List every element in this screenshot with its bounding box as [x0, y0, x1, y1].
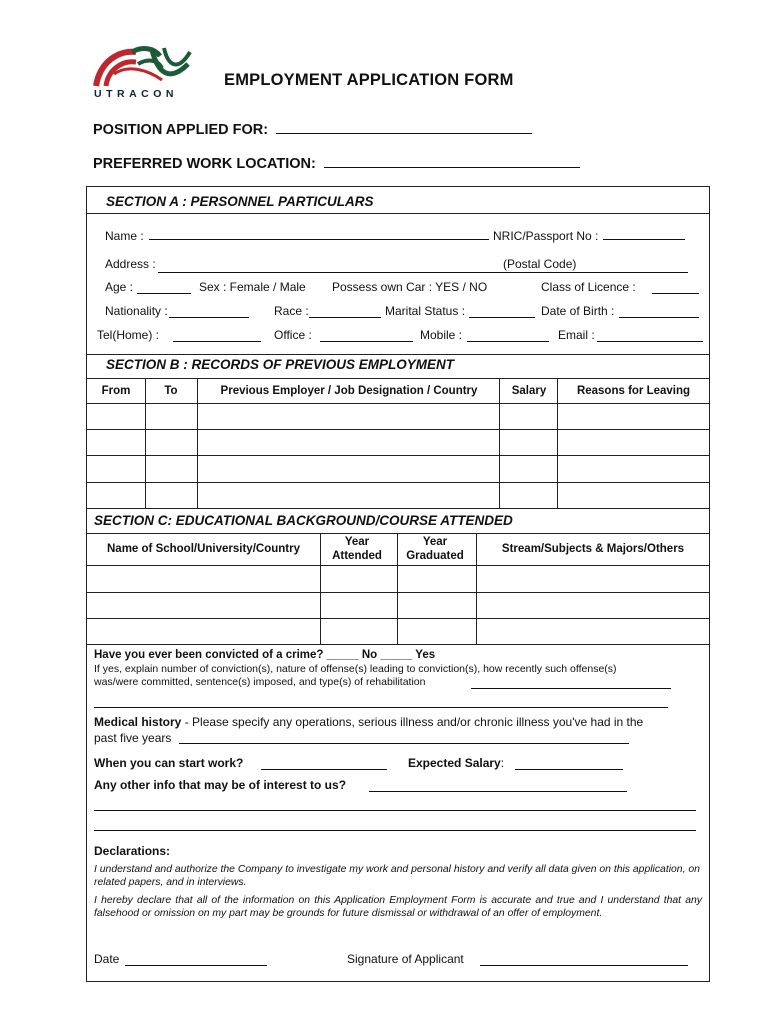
- dob-line[interactable]: [619, 317, 699, 318]
- office-line[interactable]: [320, 341, 413, 342]
- table-c-col-line: [397, 533, 398, 644]
- col-year-attended: Year Attended: [332, 536, 382, 562]
- start-work-label: When you can start work?: [94, 756, 244, 770]
- table-c-col-line: [320, 533, 321, 644]
- table-c-col-line: [476, 533, 477, 644]
- section-c-header-top: [87, 533, 709, 534]
- licence-line[interactable]: [652, 293, 699, 294]
- other-info-label: Any other info that may be of interest to us?: [94, 778, 347, 792]
- section-a-divider: [87, 213, 709, 214]
- marital-label: Marital Status :: [385, 304, 466, 318]
- date-label: Date: [94, 952, 120, 966]
- section-c-top: [87, 508, 709, 509]
- start-work-line[interactable]: [261, 769, 387, 770]
- crime-line-1[interactable]: [471, 688, 671, 689]
- age-label: Age :: [105, 280, 134, 294]
- nric-line[interactable]: [603, 239, 685, 240]
- age-line[interactable]: [137, 293, 191, 294]
- name-label: Name :: [105, 229, 144, 243]
- section-b-header-top: [87, 378, 709, 379]
- expected-salary-label: Expected Salary: [408, 756, 501, 770]
- table-b-row: [87, 482, 709, 483]
- name-line[interactable]: [149, 239, 489, 240]
- sex-label: Sex : Female / Male: [199, 280, 306, 294]
- preferred-location-row: [93, 155, 580, 172]
- nationality-label: Nationality :: [105, 304, 168, 318]
- office-label: Office :: [274, 328, 312, 342]
- section-c-heading: SECTION C: EDUCATIONAL BACKGROUND/COURSE ATTENDED: [94, 513, 513, 528]
- table-c-row: [87, 618, 709, 619]
- mobile-line[interactable]: [467, 341, 549, 342]
- section-b-top: [87, 354, 709, 355]
- declaration-para-2: I hereby declare that all of the information on this Application Employment Form is accurate and true and I understand that any falsehood or omission on my part may be grounds for future dismissal or withdrawal of an offer of employment.: [94, 895, 702, 919]
- col-employer: Previous Employer / Job Designation / Country: [220, 385, 478, 397]
- col-salary: Salary: [511, 385, 547, 397]
- other-info-line-3[interactable]: [94, 830, 696, 831]
- position-applied-label: POSITION APPLIED FOR:: [93, 122, 269, 138]
- other-info-line-2[interactable]: [94, 810, 696, 811]
- table-b-col-line: [145, 378, 146, 508]
- date-line[interactable]: [125, 965, 267, 966]
- medical-row: [94, 715, 643, 729]
- logo-text: UTRACON: [94, 88, 178, 100]
- email-line[interactable]: [597, 341, 703, 342]
- tel-home-label: Tel(Home) :: [97, 328, 160, 342]
- signature-label: Signature of Applicant: [347, 952, 464, 966]
- crime-question: Have you ever been convicted of a crime? _____ No _____ Yes: [94, 649, 436, 661]
- address-label: Address :: [105, 257, 156, 271]
- table-b-row: [87, 403, 709, 404]
- address-line[interactable]: [158, 272, 688, 273]
- signature-line[interactable]: [480, 965, 688, 966]
- medical-text: - Please specify any operations, serious illness and/or chronic illness you've had in the: [181, 715, 644, 729]
- expected-salary-row: Expected Salary:: [408, 756, 505, 770]
- col-year-graduated: Year Graduated: [406, 536, 464, 562]
- crime-explain-2: was/were committed, sentence(s) imposed, and type(s) of rehabilitation: [94, 676, 426, 688]
- nationality-line[interactable]: [169, 317, 249, 318]
- race-label: Race :: [274, 304, 309, 318]
- table-c-row: [87, 592, 709, 593]
- table-b-col-line: [499, 378, 500, 508]
- position-applied-row: [93, 121, 532, 138]
- medical-line[interactable]: [179, 743, 629, 744]
- table-b-col-line: [557, 378, 558, 508]
- preferred-location-label: PREFERRED WORK LOCATION:: [93, 156, 316, 172]
- col-to: To: [164, 385, 178, 397]
- email-label: Email :: [558, 328, 595, 342]
- col-reasons: Reasons for Leaving: [576, 385, 691, 397]
- nric-label: NRIC/Passport No :: [493, 229, 599, 243]
- section-b-heading: SECTION B : RECORDS OF PREVIOUS EMPLOYMENT: [106, 357, 455, 372]
- col-from: From: [101, 385, 131, 397]
- mobile-label: Mobile :: [420, 328, 463, 342]
- col-stream: Stream/Subjects & Majors/Others: [501, 543, 685, 555]
- medical-text-2: past five years: [94, 731, 172, 745]
- dob-label: Date of Birth :: [541, 304, 615, 318]
- form-box: [86, 186, 710, 982]
- declarations-heading: Declarations:: [94, 844, 171, 858]
- other-info-line-1[interactable]: [369, 791, 627, 792]
- car-label: Possess own Car : YES / NO: [332, 280, 488, 294]
- race-line[interactable]: [309, 317, 381, 318]
- position-applied-line[interactable]: [276, 121, 532, 134]
- marital-line[interactable]: [469, 317, 535, 318]
- medical-label: Medical history: [94, 715, 182, 729]
- crime-line-2[interactable]: [94, 707, 668, 708]
- licence-label: Class of Licence :: [541, 280, 636, 294]
- form-title: EMPLOYMENT APPLICATION FORM: [224, 71, 514, 89]
- table-b-row: [87, 455, 709, 456]
- expected-salary-line[interactable]: [515, 769, 623, 770]
- declaration-para-1: I understand and authorize the Company to investigate my work and personal history and verify all data given on this application, on related papers, and in interviews.: [94, 864, 700, 888]
- table-c-row: [87, 644, 709, 645]
- preferred-location-line[interactable]: [324, 155, 580, 168]
- tel-home-line[interactable]: [173, 341, 261, 342]
- col-school: Name of School/University/Country: [107, 543, 300, 555]
- table-c-row: [87, 565, 709, 566]
- table-b-row: [87, 429, 709, 430]
- postal-label: (Postal Code): [503, 257, 577, 271]
- table-b-col-line: [197, 378, 198, 508]
- crime-explain-1: If yes, explain number of conviction(s), nature of offense(s) leading to conviction(s), how recently such offense(s): [94, 663, 617, 675]
- section-a-heading: SECTION A : PERSONNEL PARTICULARS: [106, 194, 374, 209]
